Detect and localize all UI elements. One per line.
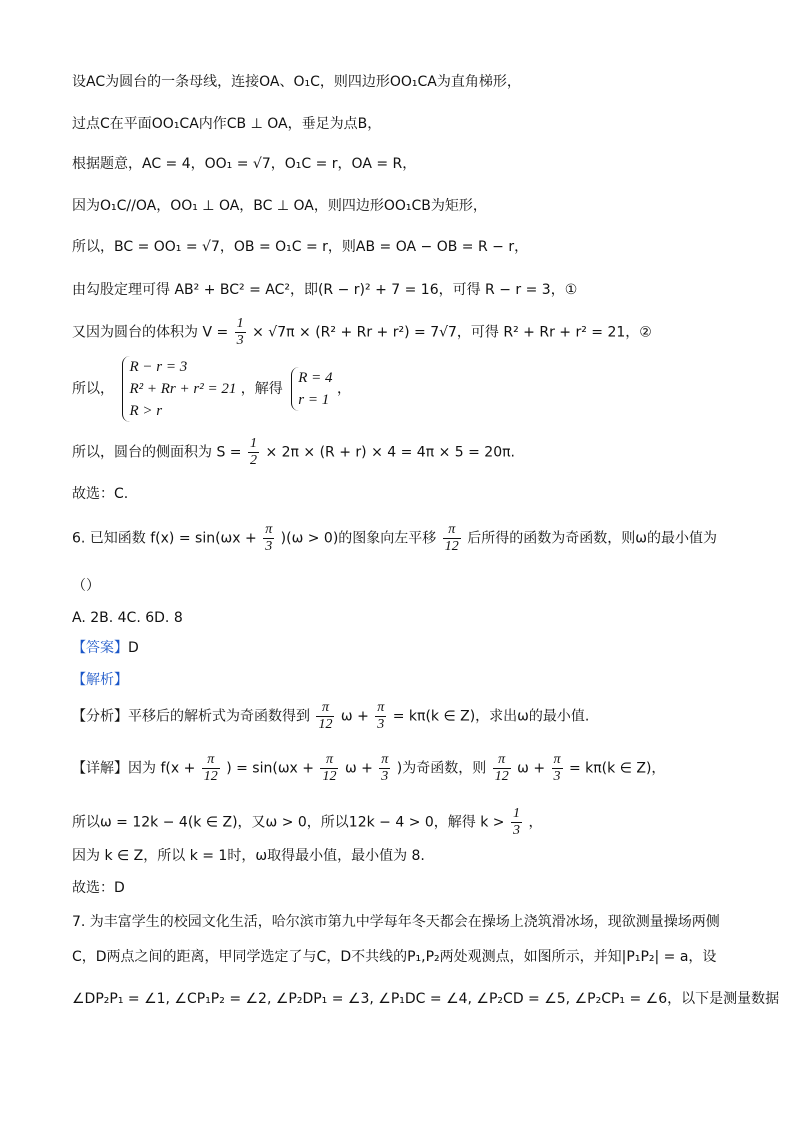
text-segment: 所以， bbox=[72, 381, 114, 397]
text-segment: 因为 f(x + bbox=[128, 760, 196, 777]
fraction-numerator: π bbox=[320, 752, 338, 769]
text-segment: 6. 已知函数 f(x) = sin(ωx + bbox=[72, 530, 257, 547]
text-segment: × 2π × (R + r) × 4 = 4π × 5 = 20π. bbox=[265, 444, 515, 461]
fraction bbox=[202, 752, 220, 785]
equation: R² + Rr + r² = 21 bbox=[129, 381, 237, 397]
question-7-stem: 7. 为丰富学生的校园文化生活，哈尔滨市第九中学每年冬天都会在操场上浇筑滑冰场，现欲测量操场两侧 bbox=[72, 914, 720, 930]
fraction-denominator: 3 bbox=[553, 769, 561, 784]
fraction-numerator: π bbox=[377, 700, 385, 715]
fenxi-tag: 【分析】 bbox=[72, 708, 128, 725]
fraction bbox=[248, 436, 259, 469]
fraction-denominator: 12 bbox=[318, 717, 333, 732]
text-line bbox=[72, 436, 515, 469]
text-segment: ω + bbox=[340, 708, 369, 725]
equation: R − r = 3 bbox=[129, 359, 188, 375]
analysis-tag: 【解析】 bbox=[72, 672, 128, 688]
fraction-numerator: 1 bbox=[249, 436, 257, 451]
fraction-denominator: 12 bbox=[494, 769, 509, 784]
text-segment: 所以，圆台的侧面积为 S = bbox=[72, 444, 242, 461]
fraction-numerator: π bbox=[553, 752, 561, 767]
fraction-numerator: π bbox=[316, 700, 334, 717]
answer-tag: 【答案】 bbox=[72, 640, 128, 656]
fenxi-line bbox=[72, 700, 589, 733]
text-segment: ) = sin(ωx + bbox=[226, 760, 315, 777]
fraction bbox=[235, 316, 246, 349]
fraction-denominator: 12 bbox=[322, 769, 337, 784]
text-segment: )为奇函数，则 bbox=[396, 760, 487, 777]
fraction bbox=[320, 752, 338, 785]
text-segment: )(ω > 0)的图象向左平移 bbox=[280, 530, 437, 547]
fraction-denominator: 3 bbox=[265, 539, 273, 554]
text-segment: ，解得 bbox=[240, 381, 283, 397]
text-segment: × √7π × (R² + Rr + r²) = 7√7，可得 R² + Rr + r² = 21，② bbox=[252, 324, 652, 341]
question-6-stem bbox=[72, 522, 717, 555]
fraction-numerator: π bbox=[443, 522, 461, 539]
analysis-heading bbox=[72, 670, 128, 690]
text-segment: ω + bbox=[344, 760, 373, 777]
equation: R > r bbox=[129, 403, 163, 419]
text-line: 所以，BC = OO₁ = √7，OB = O₁C = r，则AB = OA − OB = R − r， bbox=[72, 239, 529, 255]
text-segment: = kπ(k ∈ Z)， bbox=[568, 760, 666, 777]
fraction-numerator: π bbox=[381, 752, 389, 767]
fraction-denominator: 2 bbox=[249, 453, 257, 468]
fraction-denominator: 3 bbox=[512, 823, 520, 838]
fraction-denominator: 12 bbox=[203, 769, 218, 784]
fraction bbox=[511, 806, 522, 839]
text-segment: ， bbox=[528, 814, 543, 831]
text-segment: ， bbox=[336, 381, 351, 397]
text-line: 因为 k ∈ Z，所以 k = 1时，ω取得最小值，最小值为 8. bbox=[72, 848, 425, 864]
text-line: C，D两点之间的距离，甲同学选定了与C，D不共线的P₁,P₂两处观测点，如图所示，并知|P₁P₂| = a，设 bbox=[72, 949, 717, 965]
text-line bbox=[72, 316, 652, 349]
text-line: 因为O₁C//OA，OO₁ ⊥ OA，BC ⊥ OA，则四边形OO₁CB为矩形， bbox=[72, 198, 487, 214]
xiangjie-tag: 【详解】 bbox=[72, 760, 128, 777]
text-line: 根据题意，AC = 4，OO₁ = √7，O₁C = r，OA = R， bbox=[72, 156, 417, 172]
fraction bbox=[552, 752, 563, 785]
equation-system-line bbox=[72, 356, 351, 422]
fraction bbox=[379, 752, 390, 785]
text-segment: 所以ω = 12k − 4(k ∈ Z)，又ω > 0，所以12k − 4 > 0，解得 k > bbox=[72, 814, 505, 831]
fraction-denominator: 3 bbox=[377, 717, 385, 732]
text-segment: 后所得的函数为奇函数，则ω的最小值为 bbox=[467, 530, 717, 547]
fraction bbox=[316, 700, 334, 733]
equation: r = 1 bbox=[298, 392, 330, 408]
fraction-numerator: π bbox=[202, 752, 220, 769]
xiangjie-line bbox=[72, 752, 665, 785]
text-line: 故选：D bbox=[72, 880, 125, 896]
text-segment: ω + bbox=[517, 760, 546, 777]
text-line: 过点C在平面OO₁CA内作CB ⊥ OA，垂足为点B， bbox=[72, 116, 382, 132]
fraction bbox=[263, 522, 274, 555]
answer-value: D bbox=[128, 640, 139, 656]
text-segment: = kπ(k ∈ Z)，求出ω的最小值. bbox=[392, 708, 590, 725]
fraction-numerator: π bbox=[265, 522, 273, 537]
solution-system bbox=[291, 367, 332, 411]
fraction-numerator: 1 bbox=[512, 806, 520, 821]
text-segment: 又因为圆台的体积为 V = bbox=[72, 324, 229, 341]
fraction-denominator: 3 bbox=[236, 333, 244, 348]
text-line: （） bbox=[72, 578, 100, 594]
fraction-denominator: 3 bbox=[381, 769, 389, 784]
equation-system bbox=[122, 356, 236, 422]
fraction bbox=[375, 700, 386, 733]
text-segment: 平移后的解析式为奇函数得到 bbox=[128, 708, 310, 725]
fraction-numerator: π bbox=[493, 752, 511, 769]
fraction-numerator: 1 bbox=[236, 316, 244, 331]
text-line: 故选：C. bbox=[72, 486, 129, 502]
answer-line bbox=[72, 638, 139, 658]
fraction-denominator: 12 bbox=[444, 539, 459, 554]
fraction bbox=[493, 752, 511, 785]
text-line: 设AC为圆台的一条母线，连接OA、O₁C，则四边形OO₁CA为直角梯形， bbox=[72, 74, 521, 90]
fraction bbox=[443, 522, 461, 555]
text-line: 由勾股定理可得 AB² + BC² = AC²，即(R − r)² + 7 = 16，可得 R − r = 3，① bbox=[72, 282, 578, 298]
text-line: ∠DP₂P₁ = ∠1, ∠CP₁P₂ = ∠2, ∠P₂DP₁ = ∠3, ∠P₁DC = ∠4, ∠P₂CD = ∠5, ∠P₂CP₁ = ∠6，以下是测量数据 bbox=[72, 991, 780, 1007]
text-line bbox=[72, 806, 542, 839]
answer-options: A. 2B. 4C. 6D. 8 bbox=[72, 610, 183, 626]
equation: R = 4 bbox=[298, 370, 333, 386]
